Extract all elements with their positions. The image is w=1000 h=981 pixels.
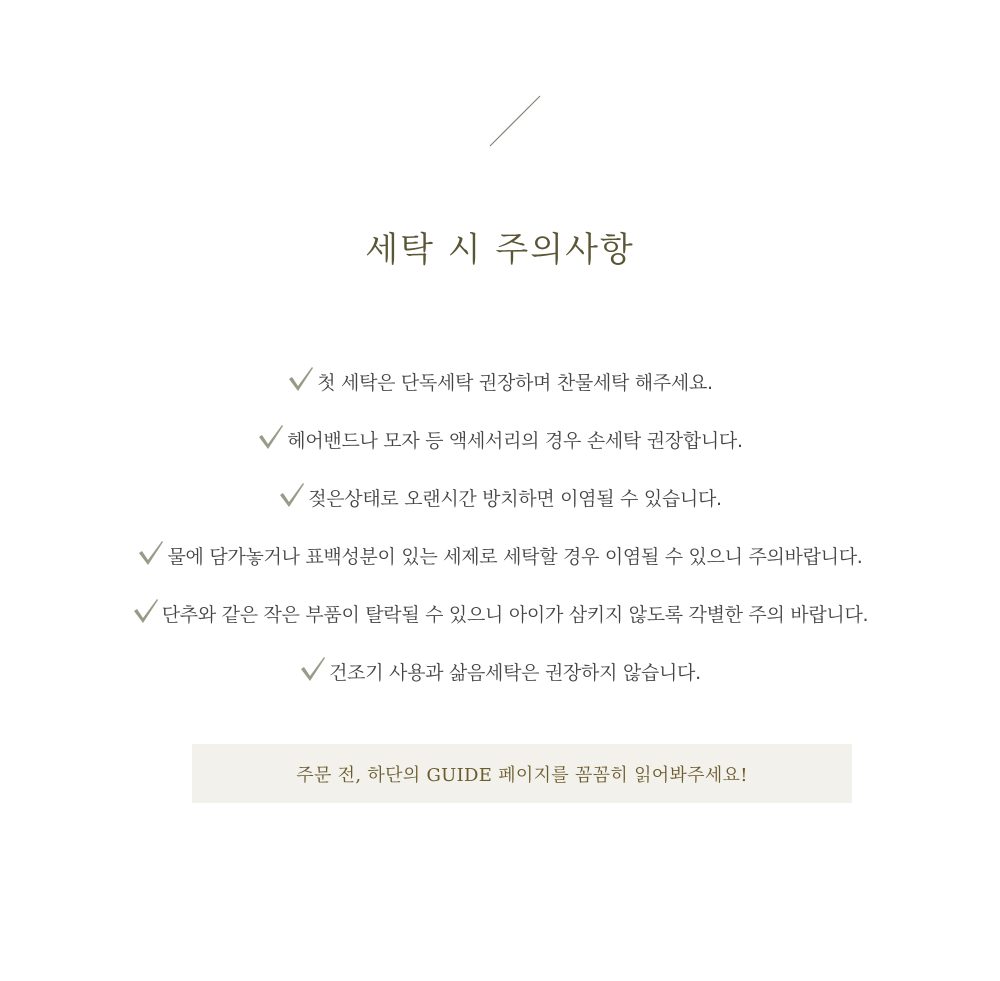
notice-text: 건조기 사용과 삶음세탁은 권장하지 않습니다. <box>329 661 701 684</box>
notice-content <box>299 658 701 685</box>
list-item <box>0 352 1000 410</box>
notice-list <box>0 352 1000 700</box>
list-item <box>0 468 1000 526</box>
checkmark-icon <box>132 597 159 624</box>
notice-content <box>278 484 722 511</box>
notice-content <box>137 542 862 569</box>
list-item <box>0 526 1000 584</box>
notice-text: 물에 담가놓거나 표백성분이 있는 세제로 세탁할 경우 이염될 수 있으니 주의바랍니다. <box>167 545 863 568</box>
notice-text: 헤어밴드나 모자 등 액세서리의 경우 손세탁 권장합니다. <box>287 429 743 452</box>
notice-content <box>287 368 713 395</box>
guide-banner-text: 주문 전, 하단의 GUIDE 페이지를 꼼꼼히 읽어봐주세요! <box>296 764 748 786</box>
checkmark-icon <box>287 365 314 392</box>
slash-line <box>490 96 540 146</box>
page-title: 세탁 시 주의사항 <box>365 230 635 270</box>
list-item <box>0 642 1000 700</box>
checkmark-icon <box>137 539 164 566</box>
checkmark-icon <box>299 655 326 682</box>
guide-banner <box>192 744 852 803</box>
notice-text: 단추와 같은 작은 부품이 탈락될 수 있으니 아이가 삼키지 않도록 각별한 주의 바랍니다. <box>161 603 869 626</box>
checkmark-icon <box>257 423 284 450</box>
list-item <box>0 410 1000 468</box>
checkmark-icon <box>278 481 305 508</box>
notice-content <box>257 426 742 453</box>
notice-text: 젖은상태로 오랜시간 방치하면 이염될 수 있습니다. <box>308 487 722 510</box>
diagonal-slash-icon <box>488 94 542 148</box>
notice-content <box>132 600 869 627</box>
notice-text: 첫 세탁은 단독세탁 권장하며 찬물세탁 해주세요. <box>317 371 713 394</box>
list-item <box>0 584 1000 642</box>
